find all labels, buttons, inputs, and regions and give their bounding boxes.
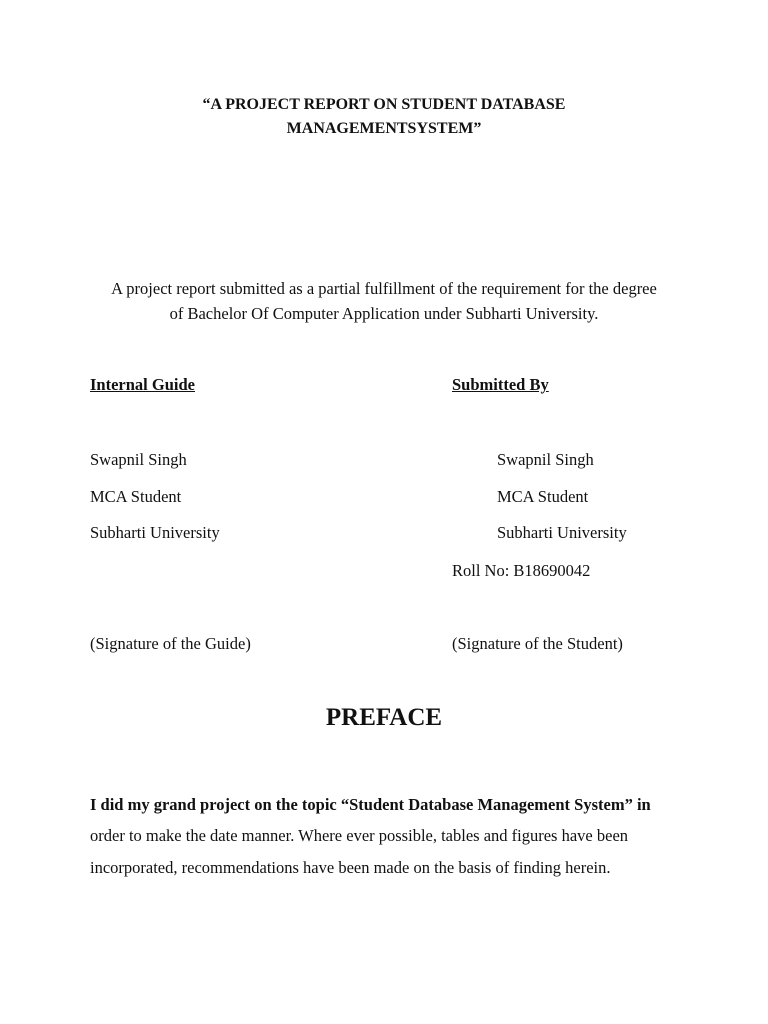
report-title [0,93,768,141]
student-university: Subharti University [497,523,627,542]
preface-line-3: incorporated, recommendations have been made on the basis of finding herein. [90,858,611,877]
intro-line-1: A project report submitted as a partial fulfillment of the requirement for the degree [111,279,657,298]
student-roll-number: Roll No: B18690042 [452,561,591,580]
guide-university: Subharti University [90,523,220,542]
preface-line-1-text: I did my grand project on the topic “Student Database Management System” in [90,795,651,814]
internal-guide-heading: Internal Guide [90,375,195,394]
student-role: MCA Student [497,487,589,506]
guide-role: MCA Student [90,487,182,506]
guide-signature: (Signature of the Guide) [90,634,251,653]
preface-heading: PREFACE [325,704,443,731]
student-name: Swapnil Singh [497,450,594,469]
report-title-line-2: MANAGEMENTSYSTEM” [286,120,482,137]
report-title-line-1: “A PROJECT REPORT ON STUDENT DATABASE [202,96,566,113]
guide-name: Swapnil Singh [90,450,187,469]
preface-line-1 [90,789,680,820]
intro-line-2: of Bachelor Of Computer Application under Subharti University. [169,304,599,323]
submitted-by-heading: Submitted By [452,375,549,394]
student-signature: (Signature of the Student) [452,634,623,653]
preface-line-2: order to make the date manner. Where ever possible, tables and figures have been [90,826,629,845]
intro-paragraph [0,276,768,326]
